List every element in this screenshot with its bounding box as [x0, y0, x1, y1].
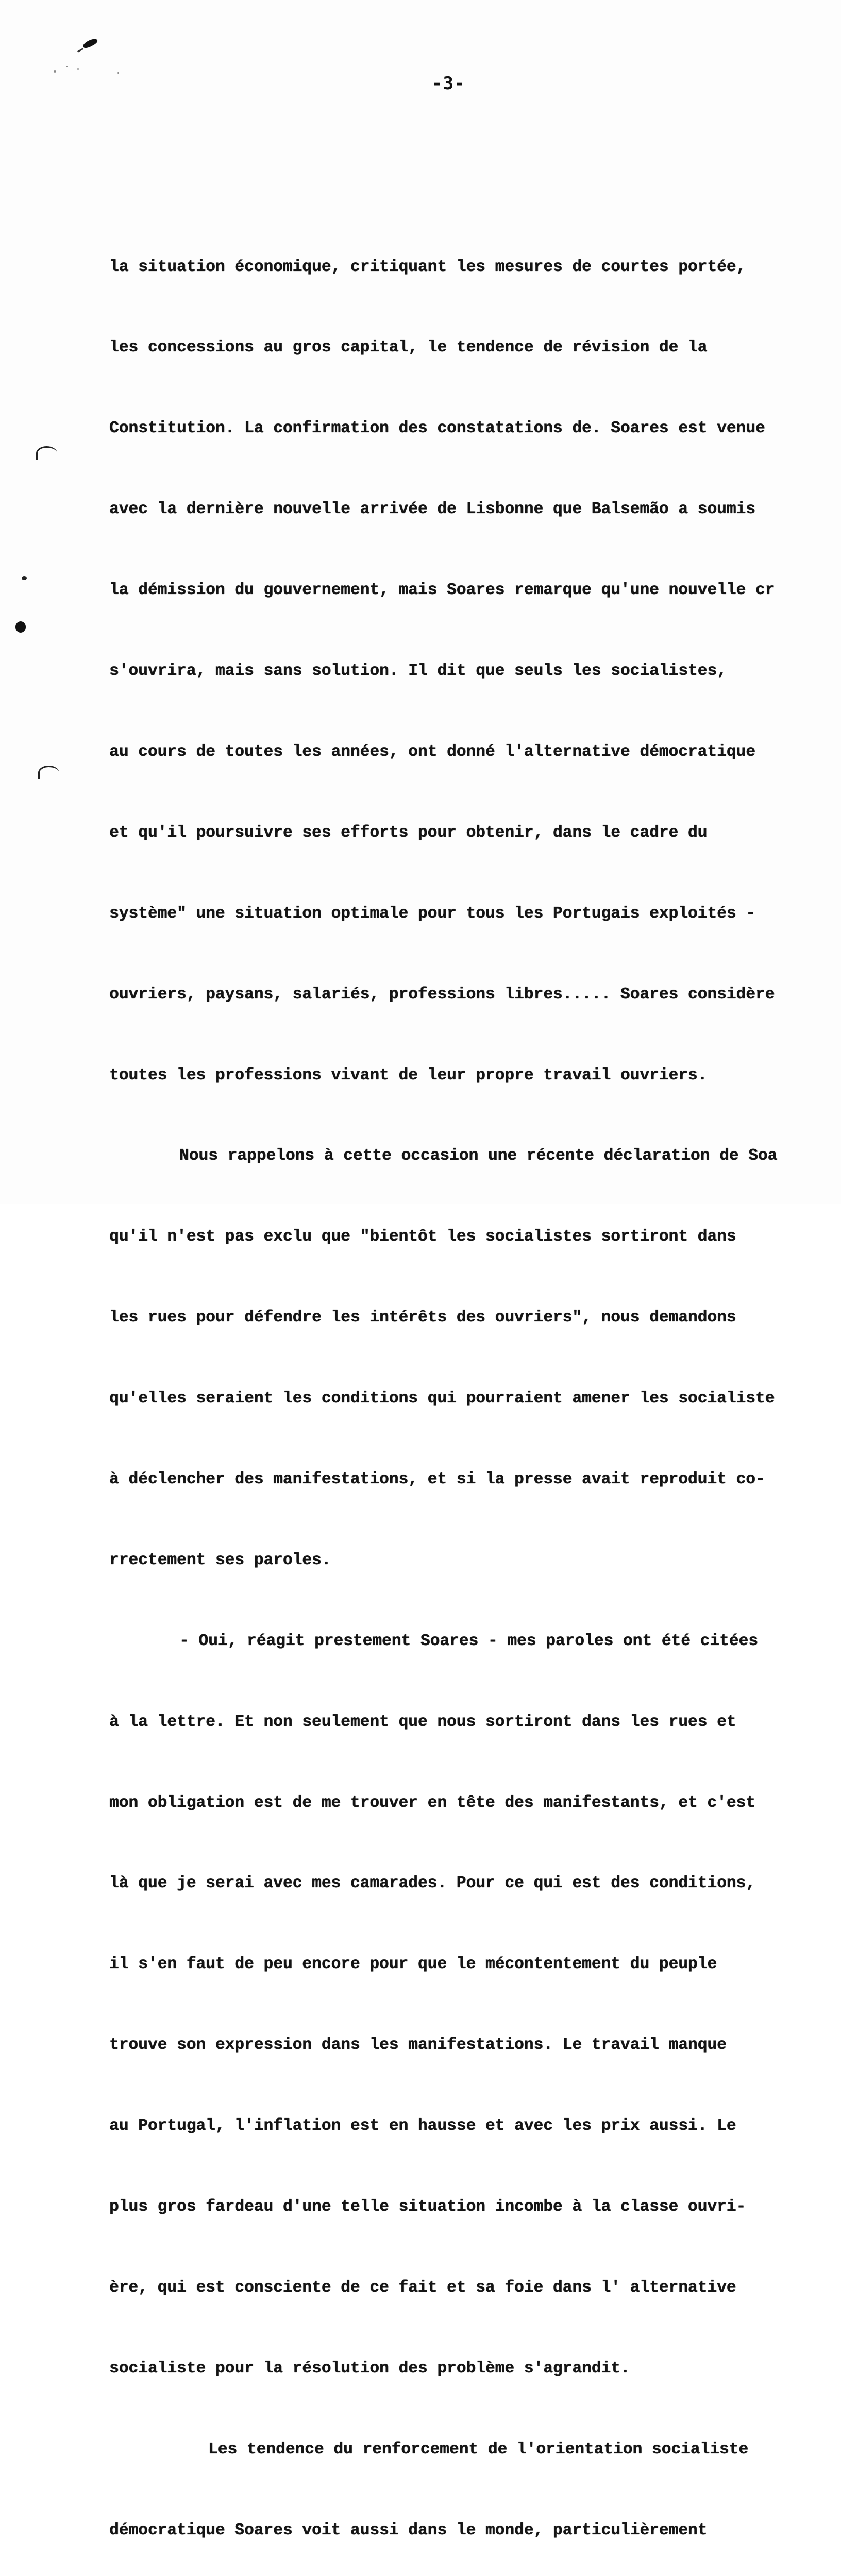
text-line: là que je serai avec mes camarades. Pour ce qui est des conditions,	[109, 1874, 755, 1893]
text-line: mon obligation est de me trouver en tête des manifestants, et c'est	[109, 1793, 755, 1812]
text-line: ouvriers, paysans, salariés, professions libres..... Soares considère	[109, 985, 775, 1004]
text-line: les rues pour défendre les intérêts des ouvriers", nous demandons	[109, 1309, 736, 1327]
ink-stroke-mark	[77, 48, 83, 53]
margin-blot-mark	[15, 621, 26, 633]
paragraph-start-line: Nous rappelons à cette occasion une récente déclaration de Soa	[179, 1147, 778, 1165]
text-line: plus gros fardeau d'une telle situation incombe à la classe ouvri-	[109, 2197, 746, 2216]
paragraph-start-line: Les tendence du renforcement de l'orientation socialiste	[208, 2440, 749, 2459]
speck-mark	[54, 70, 56, 73]
text-line: toutes les professions vivant de leur propre travail ouvriers.	[109, 1066, 708, 1084]
text-line: s'ouvrira, mais sans solution. Il dit que seuls les socialistes,	[109, 662, 727, 681]
speck-mark	[77, 68, 79, 70]
text-line: au Portugal, l'inflation est en hausse et avec les prix aussi. Le	[109, 2117, 736, 2136]
typed-body-text	[109, 200, 841, 2576]
text-line: il s'en faut de peu encore pour que le mécontentement du peuple	[109, 1955, 717, 1974]
text-line: démocratique Soares voit aussi dans le monde, particulièrement	[109, 2521, 708, 2539]
paragraph-start-line: - Oui, réagit prestement Soares - mes paroles ont été citées	[179, 1632, 758, 1650]
text-line: au cours de toutes les années, ont donné l'alternative démocratique	[109, 742, 755, 761]
text-line: système" une situation optimale pour tous les Portugais exploités -	[109, 904, 755, 923]
text-line: ère, qui est consciente de ce fait et sa foie dans l' alternative	[109, 2278, 736, 2297]
speck-mark	[66, 66, 68, 67]
text-line: socialiste pour la résolution des problème s'agrandit.	[109, 2359, 630, 2378]
text-line: qu'elles seraient les conditions qui pourraient amener les socialiste	[109, 1389, 775, 1408]
margin-dot-mark	[22, 576, 27, 580]
text-line: trouve son expression dans les manifestations. Le travail manque	[109, 2036, 727, 2055]
punch-arc-mark	[36, 446, 57, 460]
punch-arc-mark	[38, 766, 59, 779]
text-line: avec la dernière nouvelle arrivée de Lisbonne que Balsemão a soumis	[109, 500, 755, 519]
text-line: à la lettre. Et non seulement que nous sortiront dans les rues et	[109, 1713, 736, 1731]
text-line: rrectement ses paroles.	[109, 1551, 331, 1569]
text-line: à déclencher des manifestations, et si la presse avait reproduit co-	[109, 1470, 765, 1488]
text-line: qu'il n'est pas exclu que "bientôt les socialistes sortiront dans	[109, 1228, 736, 1246]
text-line: les concessions au gros capital, le tendence de révision de la	[109, 338, 708, 357]
speck-mark	[117, 72, 119, 74]
text-line: la démission du gouvernement, mais Soares remarque qu'une nouvelle cr	[109, 581, 775, 600]
text-line: Constitution. La confirmation des constatations de. Soares est venue	[109, 419, 765, 438]
text-line: la situation économique, critiquant les mesures de courtes portée,	[109, 258, 746, 276]
text-line: et qu'il poursuivre ses efforts pour obtenir, dans le cadre du	[109, 823, 708, 842]
ink-blot-mark	[82, 37, 98, 50]
page-number: -3-	[432, 73, 465, 94]
